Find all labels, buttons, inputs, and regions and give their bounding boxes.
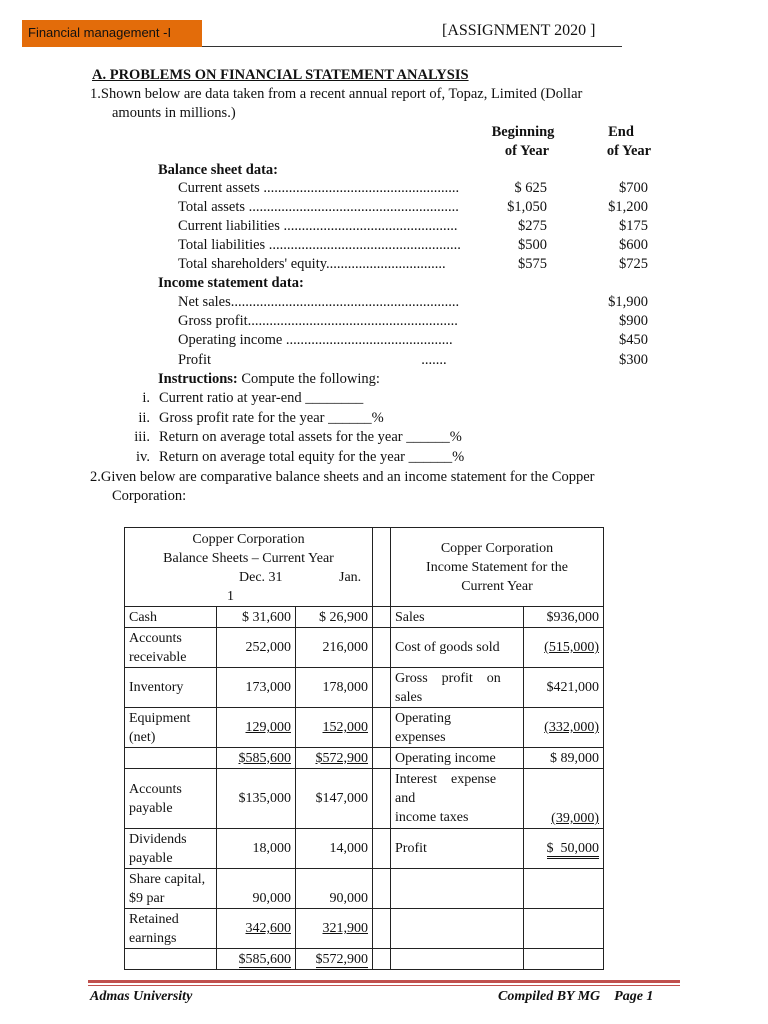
jan-value bbox=[296, 949, 373, 970]
question-number: ii. bbox=[138, 410, 150, 426]
is-row-label bbox=[391, 869, 524, 909]
is-label: Gross profit.......................................................... bbox=[178, 313, 458, 329]
jan-value bbox=[296, 909, 373, 949]
jan-value bbox=[296, 708, 373, 748]
jan-value: 14,000 bbox=[296, 829, 373, 869]
bs-title-company: Copper Corporation bbox=[192, 532, 305, 547]
is-title-line3: Current Year bbox=[461, 578, 533, 594]
row-label-line: payable bbox=[129, 850, 173, 866]
jan-total: $572,900 bbox=[316, 952, 369, 970]
is-end-value: $300 bbox=[619, 352, 648, 368]
footer-university: Admas University bbox=[90, 989, 193, 1004]
spacer-cell bbox=[373, 869, 391, 909]
dec-value: 90,000 bbox=[217, 869, 296, 909]
is-value-text: (39,000) bbox=[551, 811, 599, 826]
problem1-intro: 1.Shown below are data taken from a recent annual report of, Topaz, Limited (Dollar bbox=[90, 86, 583, 102]
dec-value: $135,000 bbox=[217, 769, 296, 829]
dec-value-text: 129,000 bbox=[245, 720, 291, 735]
row-label bbox=[125, 869, 217, 909]
is-label: Profit ....... bbox=[178, 352, 447, 368]
is-row-label: Profit bbox=[391, 829, 524, 869]
bs-end-value: $700 bbox=[619, 180, 648, 196]
instructions-label: Instructions: bbox=[158, 371, 238, 387]
spacer-cell bbox=[373, 528, 391, 607]
table-row bbox=[125, 607, 604, 628]
dec-value bbox=[217, 909, 296, 949]
question-text: Current ratio at year-end ________ bbox=[159, 390, 364, 406]
row-label-line: Equipment bbox=[129, 710, 191, 726]
is-value bbox=[524, 909, 604, 949]
is-row-label bbox=[391, 949, 524, 970]
bs-title-subtitle: Balance Sheets – Current Year bbox=[163, 551, 334, 566]
question-number: iii. bbox=[134, 429, 150, 445]
is-value-text: (515,000) bbox=[544, 640, 599, 655]
row-label bbox=[125, 829, 217, 869]
row-label-line: Accounts bbox=[129, 781, 182, 797]
is-value: $936,000 bbox=[524, 607, 604, 628]
spacer-cell bbox=[373, 829, 391, 869]
jan-value: $147,000 bbox=[296, 769, 373, 829]
question-number: iv. bbox=[136, 449, 150, 465]
is-row-label: Sales bbox=[391, 607, 524, 628]
is-row-label: Operating income bbox=[391, 748, 524, 769]
col-header-end-year: of Year bbox=[606, 143, 652, 159]
spacer-cell bbox=[373, 748, 391, 769]
row-label-line: Dividends bbox=[129, 831, 187, 847]
table-row bbox=[125, 668, 604, 708]
is-value: $ 89,000 bbox=[524, 748, 604, 769]
is-value bbox=[524, 949, 604, 970]
jan-value: 178,000 bbox=[296, 668, 373, 708]
col-header-beginning: Beginning bbox=[491, 124, 555, 140]
is-label-line: and bbox=[395, 791, 416, 806]
jan-value bbox=[296, 748, 373, 769]
bs-begin-value: $500 bbox=[518, 237, 547, 253]
is-end-value: $1,900 bbox=[608, 294, 648, 310]
row-label: Cash bbox=[125, 607, 217, 628]
jan-total: $572,900 bbox=[315, 750, 368, 766]
dec-total: $585,600 bbox=[239, 952, 292, 970]
header-rule bbox=[202, 46, 622, 47]
spacer-cell bbox=[373, 949, 391, 970]
table-row bbox=[125, 949, 604, 970]
bs-begin-value: $575 bbox=[518, 256, 547, 272]
is-value-text: (332,000) bbox=[544, 720, 599, 735]
dec-total: $585,600 bbox=[238, 750, 291, 766]
is-label-line: sales bbox=[395, 689, 423, 705]
is-end-value: $450 bbox=[619, 332, 648, 348]
jan-value-text: 321,900 bbox=[322, 921, 368, 936]
dec-value: 173,000 bbox=[217, 668, 296, 708]
row-label-line: Retained bbox=[129, 911, 179, 927]
dec-value bbox=[217, 949, 296, 970]
dec-value bbox=[217, 748, 296, 769]
table-row bbox=[125, 829, 604, 869]
row-label bbox=[125, 708, 217, 748]
is-label-line: Interest expense bbox=[395, 772, 497, 787]
spacer-cell bbox=[373, 909, 391, 949]
balance-sheet-heading: Balance sheet data: bbox=[158, 162, 279, 178]
bs-end-value: $175 bbox=[619, 218, 648, 234]
row-label-line: (net) bbox=[129, 729, 156, 745]
row-label bbox=[125, 748, 217, 769]
problem2-intro-cont: Corporation: bbox=[112, 488, 187, 504]
is-row-label: Cost of goods sold bbox=[391, 628, 524, 668]
col-header-beginning-year: of Year bbox=[504, 143, 550, 159]
table-row bbox=[125, 909, 604, 949]
row-label bbox=[125, 909, 217, 949]
is-title-company: Copper Corporation bbox=[440, 540, 554, 556]
col-jan-1: 1 bbox=[227, 589, 234, 604]
jan-value: 216,000 bbox=[296, 628, 373, 668]
income-statement-title-cell bbox=[391, 528, 604, 607]
is-label-line: income taxes bbox=[395, 810, 469, 825]
spacer-cell bbox=[373, 769, 391, 829]
bs-label: Current liabilities ................................................ bbox=[178, 218, 458, 234]
footer-page-info: Compiled BY MG Page 1 bbox=[498, 989, 654, 1004]
row-label bbox=[125, 949, 217, 970]
is-label-line: Gross profit on bbox=[395, 670, 501, 686]
row-label bbox=[125, 628, 217, 668]
dec-value: $ 31,600 bbox=[217, 607, 296, 628]
is-value bbox=[524, 829, 604, 869]
is-title-line2: Income Statement for the bbox=[426, 559, 568, 575]
row-label-line: Accounts bbox=[129, 630, 182, 646]
is-row-label bbox=[391, 909, 524, 949]
is-row-label bbox=[391, 769, 524, 829]
is-value: $421,000 bbox=[524, 668, 604, 708]
table-row bbox=[125, 769, 604, 829]
bs-end-value: $1,200 bbox=[608, 199, 648, 215]
bs-end-value: $725 bbox=[619, 256, 648, 272]
col-jan: Jan. bbox=[339, 570, 362, 585]
row-label-line: receivable bbox=[129, 649, 187, 665]
spacer-cell bbox=[373, 708, 391, 748]
is-value bbox=[524, 869, 604, 909]
header-assignment-title: [ASSIGNMENT 2020 ] bbox=[442, 22, 596, 39]
row-label-line: payable bbox=[129, 800, 173, 816]
jan-value: $ 26,900 bbox=[296, 607, 373, 628]
row-label-line: earnings bbox=[129, 930, 177, 946]
dec-value-text: 342,600 bbox=[245, 921, 291, 936]
copper-corporation-table bbox=[124, 527, 604, 970]
question-text: Return on average total equity for the year ______% bbox=[159, 449, 465, 465]
instructions-text: Compute the following: bbox=[237, 371, 380, 387]
jan-value: 90,000 bbox=[296, 869, 373, 909]
bs-label: Total assets .......................................................... bbox=[178, 199, 459, 215]
bs-label: Total liabilities ..................................................... bbox=[178, 237, 461, 253]
income-statement-heading: Income statement data: bbox=[158, 275, 304, 291]
balance-sheet-title-cell bbox=[125, 528, 373, 607]
section-title: A. PROBLEMS ON FINANCIAL STATEMENT ANALYSIS bbox=[92, 67, 469, 83]
problem1-intro-cont: amounts in millions.) bbox=[112, 105, 236, 121]
col-header-end: End bbox=[608, 124, 634, 140]
bs-begin-value: $ 625 bbox=[514, 180, 547, 196]
bs-end-value: $600 bbox=[619, 237, 648, 253]
is-value bbox=[524, 769, 604, 829]
question-text: Return on average total assets for the year ______% bbox=[159, 429, 462, 445]
spacer-cell bbox=[373, 668, 391, 708]
is-row-label bbox=[391, 668, 524, 708]
row-label-line: $9 par bbox=[129, 890, 165, 906]
problem2-intro: 2.Given below are comparative balance sheets and an income statement for the Copper bbox=[90, 469, 595, 485]
header-course-title: Financial management -I bbox=[28, 25, 172, 40]
row-label: Inventory bbox=[125, 668, 217, 708]
table-row bbox=[125, 869, 604, 909]
col-dec31: Dec. 31 bbox=[239, 570, 283, 585]
is-value-text: $ 50,000 bbox=[547, 841, 600, 859]
table-row bbox=[125, 708, 604, 748]
dec-value bbox=[217, 708, 296, 748]
bs-label: Current assets ...................................................... bbox=[178, 180, 460, 196]
table-row bbox=[125, 628, 604, 668]
footer-rule-thick bbox=[88, 980, 680, 983]
is-label: Operating income .............................................. bbox=[178, 332, 453, 348]
is-label-line: Operating bbox=[395, 710, 451, 726]
instructions bbox=[158, 371, 380, 388]
is-row-label bbox=[391, 708, 524, 748]
is-value bbox=[524, 708, 604, 748]
question-number: i. bbox=[142, 390, 150, 406]
footer-rule-thin bbox=[88, 985, 680, 986]
is-value bbox=[524, 628, 604, 668]
is-label-line: expenses bbox=[395, 729, 446, 745]
table-row bbox=[125, 748, 604, 769]
dec-value: 252,000 bbox=[217, 628, 296, 668]
dec-value: 18,000 bbox=[217, 829, 296, 869]
question-text: Gross profit rate for the year ______% bbox=[159, 410, 384, 426]
spacer-cell bbox=[373, 607, 391, 628]
row-label-line: Share capital, bbox=[129, 871, 206, 887]
bs-label: Total shareholders' equity................................. bbox=[178, 256, 446, 272]
is-label: Net sales............................................................... bbox=[178, 294, 460, 310]
bs-begin-value: $1,050 bbox=[507, 199, 547, 215]
jan-value-text: 152,000 bbox=[322, 720, 368, 735]
is-end-value: $900 bbox=[619, 313, 648, 329]
spacer-cell bbox=[373, 628, 391, 668]
bs-begin-value: $275 bbox=[518, 218, 547, 234]
row-label bbox=[125, 769, 217, 829]
